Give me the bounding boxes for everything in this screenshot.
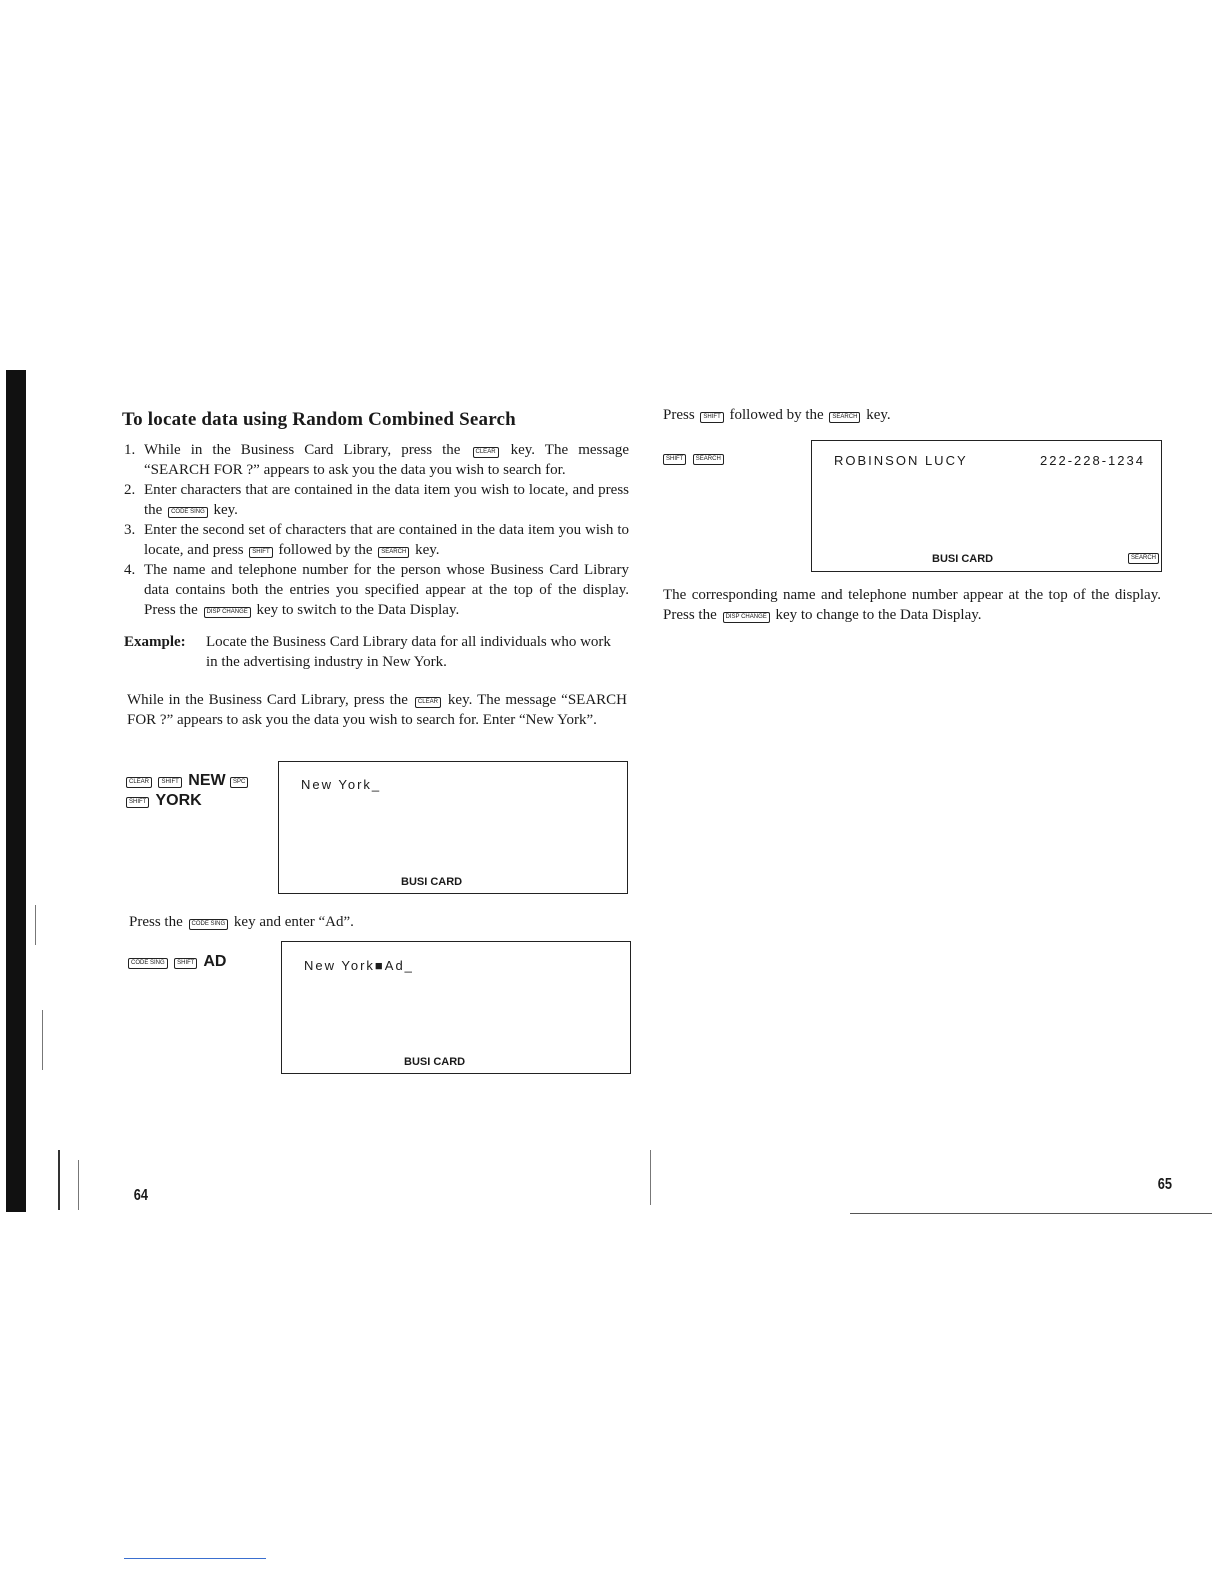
display-line: New York■Ad_	[304, 958, 414, 973]
step-number: 1.	[124, 442, 136, 458]
search-indicator-icon: SEARCH	[1128, 553, 1159, 564]
step-text: Enter the second set of characters that are contained in the data item you wish to locate, and press SHIFT followed by the SEARCH key.	[144, 522, 629, 558]
lcd-display	[278, 761, 628, 894]
shift-key-icon: SHIFT	[700, 412, 723, 423]
instruction-paragraph: The corresponding name and telephone number appear at the top of the display. Press the DISP CHANGE key to change to the Data Display.	[663, 587, 1161, 623]
example-label: Example:	[124, 634, 186, 650]
shift-key-icon: SHIFT	[174, 958, 197, 969]
instruction-paragraph: Press SHIFT followed by the SEARCH key.	[663, 407, 891, 423]
disp-change-key-icon: DISP CHANGE	[204, 607, 251, 618]
list-item	[124, 560, 629, 620]
key-sequence-line	[126, 791, 250, 811]
step-text: Enter characters that are contained in the data item you wish to locate, and press the CODE SING key.	[144, 482, 629, 518]
shift-key-icon: SHIFT	[249, 547, 272, 558]
scan-artifact	[650, 1150, 651, 1205]
display-mode: BUSI CARD	[404, 1056, 466, 1068]
disp-change-key-icon: DISP CHANGE	[723, 612, 770, 623]
shift-key-icon: SHIFT	[158, 777, 181, 788]
clear-key-icon: CLEAR	[473, 447, 499, 458]
section-title: To locate data using Random Combined Search	[122, 409, 516, 430]
key-text: YORK	[155, 792, 202, 809]
page-number: 65	[1157, 1176, 1173, 1193]
key-text: AD	[203, 953, 227, 970]
clear-key-icon: CLEAR	[126, 777, 152, 788]
step-number: 4.	[124, 562, 136, 578]
search-key-icon: SEARCH	[693, 454, 724, 465]
step-number: 3.	[124, 522, 136, 538]
code-sing-key-icon: CODE SING	[128, 958, 168, 969]
bottom-rule	[850, 1213, 1212, 1214]
lcd-display	[281, 941, 631, 1074]
step-text: While in the Business Card Library, press the CLEAR key. The message “SEARCH FOR ?” appears to ask you the data you wish to search for.	[144, 442, 630, 478]
display-phone: 222-228-1234	[1040, 453, 1145, 468]
scan-artifact	[35, 905, 36, 945]
binding-edge	[6, 370, 26, 1212]
instruction-paragraph: Press the CODE SING key and enter “Ad”.	[129, 914, 354, 930]
display-line: New York_	[301, 777, 382, 792]
code-sing-key-icon: CODE SING	[168, 507, 208, 518]
key-sequence	[663, 448, 726, 468]
key-text: NEW	[188, 772, 226, 789]
shift-key-icon: SHIFT	[126, 797, 149, 808]
key-sequence-line	[126, 771, 250, 791]
list-item	[124, 520, 629, 560]
key-sequence	[128, 952, 226, 972]
scan-artifact	[58, 1150, 60, 1210]
example-block	[124, 632, 629, 672]
space-key-icon: SPC	[230, 777, 248, 788]
clear-key-icon: CLEAR	[415, 697, 441, 708]
search-key-icon: SEARCH	[829, 412, 860, 423]
search-key-icon: SEARCH	[378, 547, 409, 558]
list-item	[124, 440, 629, 480]
step-text: The name and telephone number for the person whose Business Card Library data contains both the entries you specified appear at the top of the display. Press the DISP CHANGE key to switch to the Data Display.	[144, 562, 629, 618]
step-number: 2.	[124, 482, 136, 498]
display-mode: BUSI CARD	[401, 876, 463, 888]
instruction-paragraph: While in the Business Card Library, press the CLEAR key. The message “SEARCH FOR ?” appears to ask you the data you wish to search for. Enter “New York”.	[127, 692, 628, 728]
list-item	[124, 480, 629, 520]
code-sing-key-icon: CODE SING	[189, 919, 229, 930]
key-sequence	[126, 771, 250, 811]
page-number: 64	[133, 1187, 149, 1204]
steps-list	[124, 440, 629, 620]
display-mode: BUSI CARD	[932, 553, 994, 565]
scan-artifact-rule	[124, 1558, 266, 1559]
scan-artifact	[78, 1160, 79, 1210]
shift-key-icon: SHIFT	[663, 454, 686, 465]
scan-artifact	[42, 1010, 43, 1070]
example-text: Locate the Business Card Library data for all individuals who work in the advertising industry in New York.	[206, 634, 611, 670]
lcd-display	[811, 440, 1162, 572]
display-name: ROBINSON LUCY	[834, 453, 968, 468]
